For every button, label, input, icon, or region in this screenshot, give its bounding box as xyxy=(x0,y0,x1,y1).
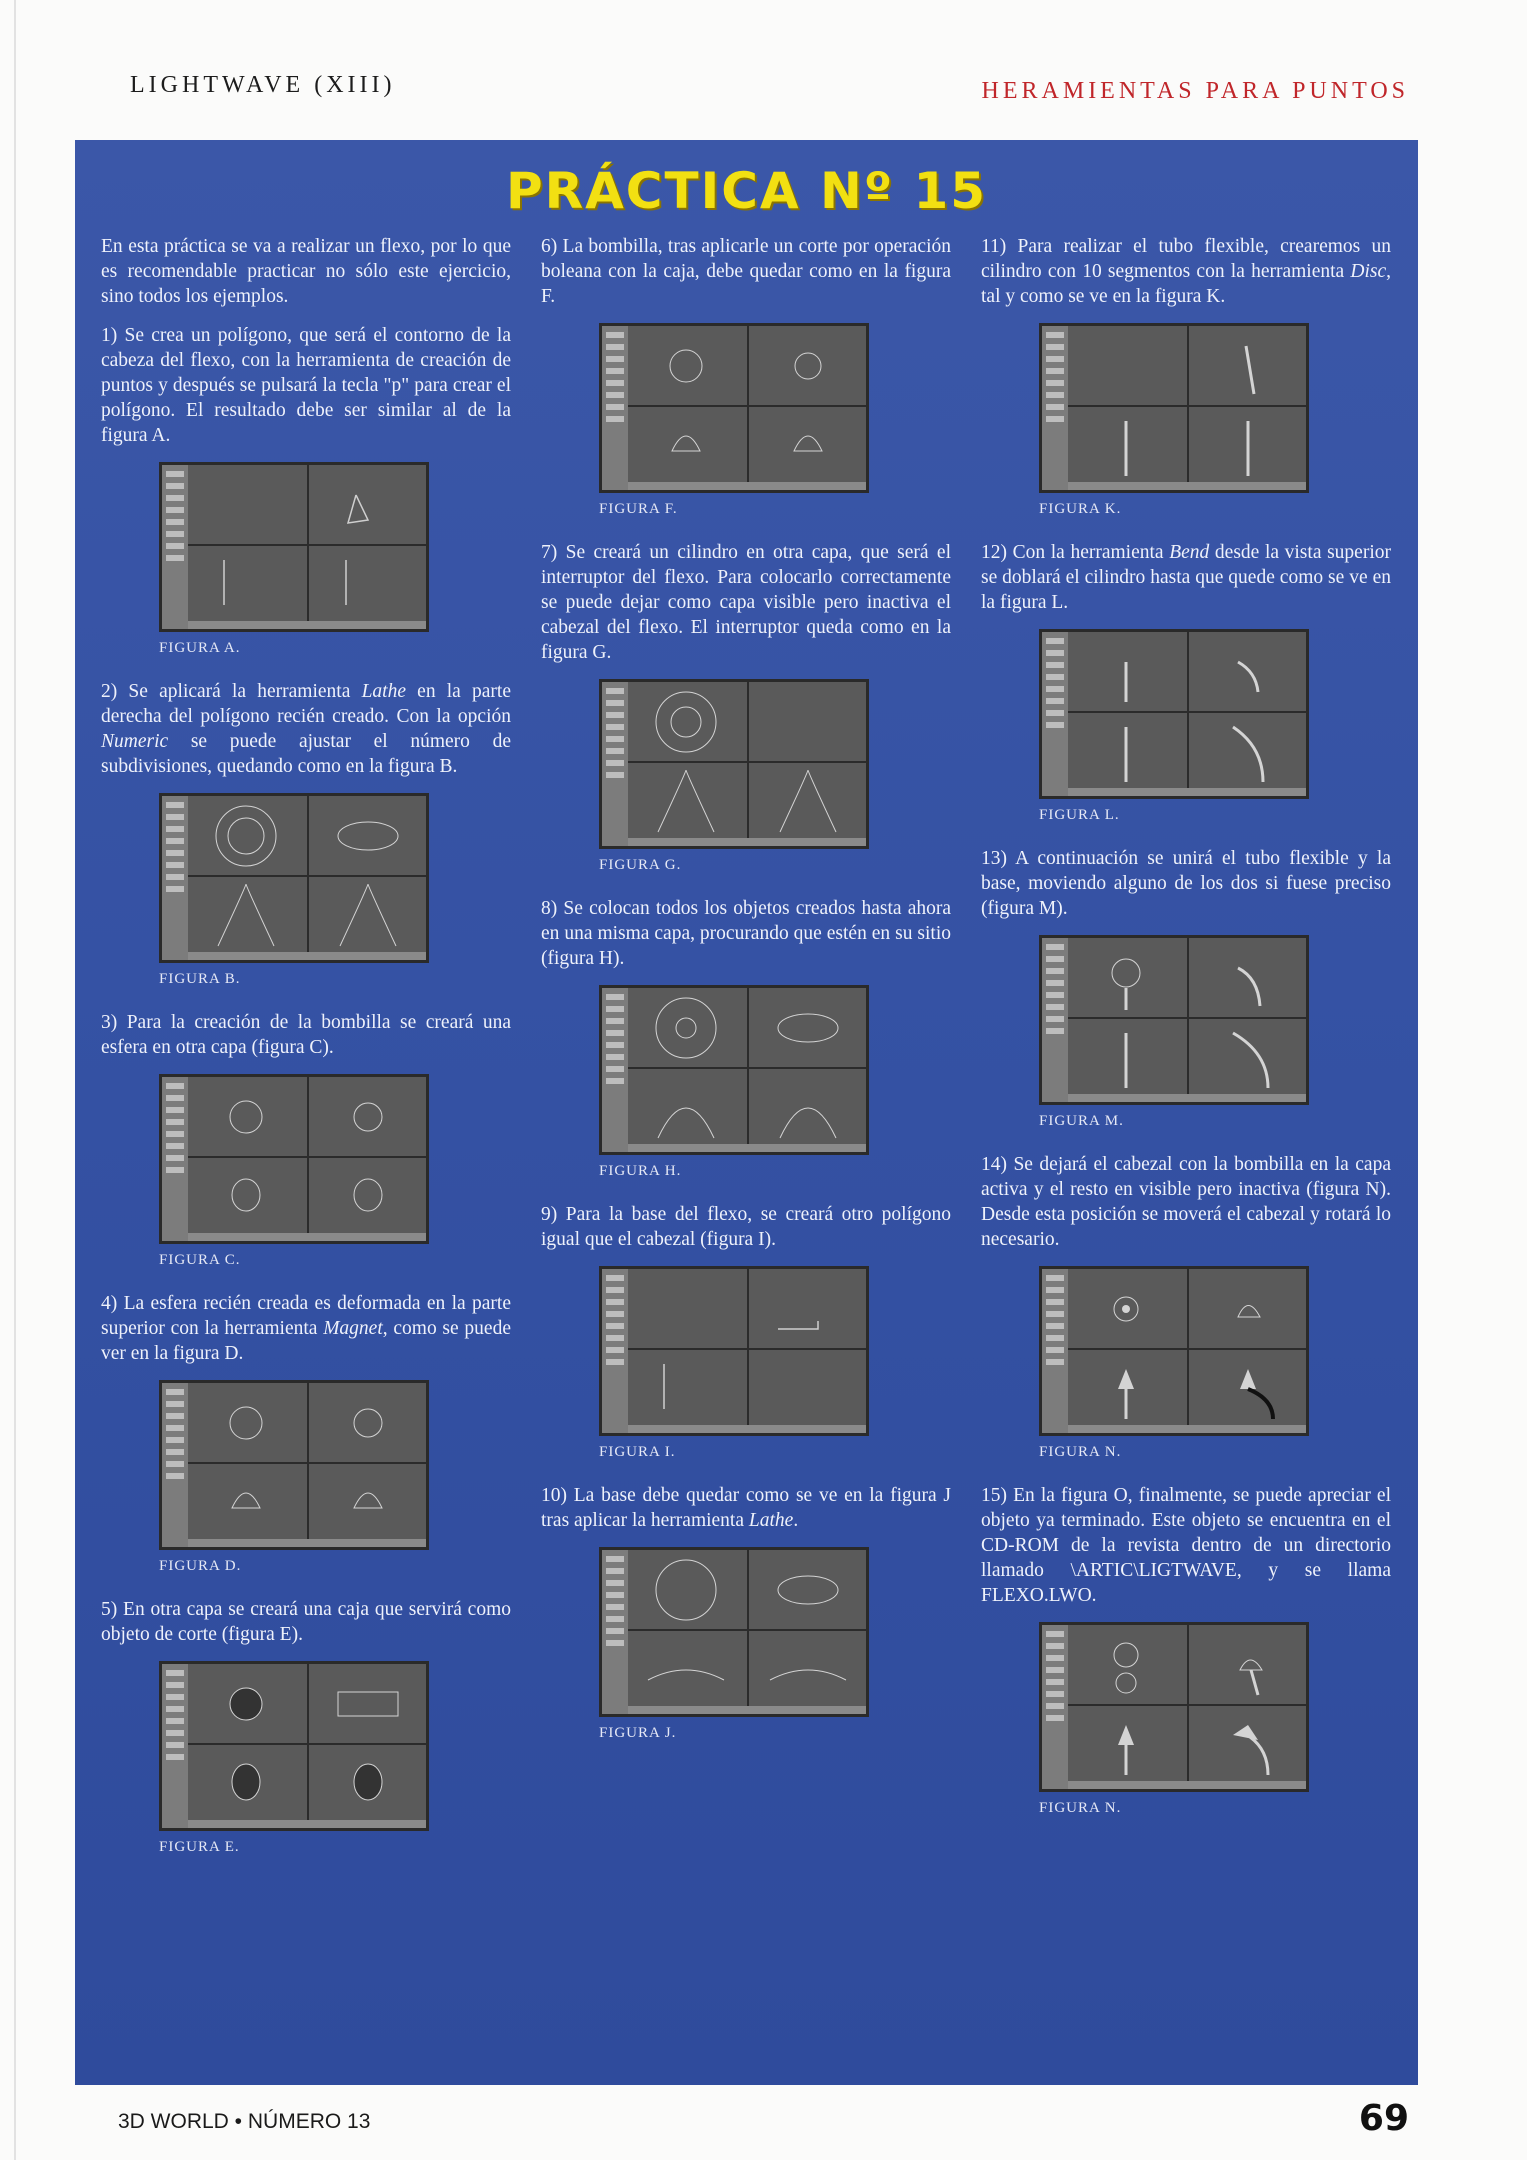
step-12: 12) Con la herramienta Bend desde la vista superior se doblará el cilindro hasta que quede como se ve en la figura L. xyxy=(981,542,1391,613)
page-number: 69 xyxy=(1358,2098,1409,2139)
toolbar-strip xyxy=(162,465,188,629)
footer-magazine: 3D WORLD • NÚMERO 13 xyxy=(118,2110,371,2133)
figure-e-screenshot xyxy=(159,1661,429,1831)
column-1 xyxy=(101,234,511,1878)
figure-j-screenshot xyxy=(599,1547,869,1717)
figure-o-screenshot xyxy=(1039,1622,1309,1792)
figure-k-screenshot xyxy=(1039,323,1309,493)
step-11: 11) Para realizar el tubo flexible, crearemos un cilindro con 10 segmentos con la herramienta Disc, tal y como se ve en la figura K. xyxy=(981,236,1391,307)
figure-l-screenshot xyxy=(1039,629,1309,799)
page-margin-line xyxy=(14,0,16,2160)
caption-figure-a: FIGURA A. xyxy=(159,640,241,656)
caption-figure-b: FIGURA B. xyxy=(159,971,241,987)
step-10: 10) La base debe quedar como se ve en la figura J tras aplicar la herramienta Lathe. xyxy=(541,1485,951,1531)
figure-a-screenshot xyxy=(159,462,429,632)
figure-b-wireframe xyxy=(188,796,432,958)
running-header-left: LIGHTWAVE (XIII) xyxy=(130,72,396,98)
step-13: 13) A continuación se unirá el tubo flexible y la base, moviendo alguno de los dos si fuese preciso (figura M). xyxy=(981,848,1391,919)
step-3: 3) Para la creación de la bombilla se creará una esfera en otra capa (figura C). xyxy=(101,1012,511,1058)
caption-figure-k: FIGURA K. xyxy=(1039,501,1122,517)
step-15: 15) En la figura O, finalmente, se puede apreciar el objeto ya terminado. Este objeto se encuentra en el CD-ROM de la revista dentro de un directorio llamado \ARTIC\LIGTWAVE, y se llama FLEXO.LWO. xyxy=(981,1485,1391,1606)
caption-figure-g: FIGURA G. xyxy=(599,857,682,873)
figure-c-screenshot xyxy=(159,1074,429,1244)
column-3 xyxy=(981,234,1391,1839)
caption-figure-j: FIGURA J. xyxy=(599,1725,677,1741)
figure-m-screenshot xyxy=(1039,935,1309,1105)
caption-figure-d: FIGURA D. xyxy=(159,1558,242,1574)
running-header-right: HERAMIENTAS PARA PUNTOS xyxy=(981,78,1409,104)
figure-a-wireframe xyxy=(188,465,432,627)
step-1: 1) Se crea un polígono, que será el contorno de la cabeza del flexo, con la herramienta de creación de puntos y después se pulsará la tecla "p" para crear el polígono. El resultado debe ser similar al de la figura A. xyxy=(101,325,511,446)
caption-figure-l: FIGURA L. xyxy=(1039,807,1120,823)
figure-d-screenshot xyxy=(159,1380,429,1550)
caption-figure-f: FIGURA F. xyxy=(599,501,678,517)
column-2 xyxy=(541,234,951,1764)
step-14: 14) Se dejará el cabezal con la bombilla en la capa activa y el resto en visible pero inactiva (figura N). Desde esta posición se moverá el cabezal y rotará lo necesario. xyxy=(981,1154,1391,1250)
caption-figure-e: FIGURA E. xyxy=(159,1839,240,1855)
figure-n-screenshot xyxy=(1039,1266,1309,1436)
step-8: 8) Se colocan todos los objetos creados hasta ahora en una misma capa, procurando que estén en su sitio (figura H). xyxy=(541,898,951,969)
caption-figure-n: FIGURA N. xyxy=(1039,1444,1122,1460)
step-2: 2) Se aplicará la herramienta Lathe en la parte derecha del polígono recién creado. Con la opción Numeric se puede ajustar el número de subdivisiones, quedando como en la figura B. xyxy=(101,681,511,777)
intro-paragraph: En esta práctica se va a realizar un flexo, por lo que es recomendable practicar no sólo este ejercicio, sino todos los ejemplos. xyxy=(101,236,511,307)
step-4: 4) La esfera recién creada es deformada en la parte superior con la herramienta Magnet, como se puede ver en la figura D. xyxy=(101,1293,511,1364)
caption-figure-m: FIGURA M. xyxy=(1039,1113,1124,1129)
step-6: 6) La bombilla, tras aplicarle un corte por operación boleana con la caja, debe quedar como en la figura F. xyxy=(541,236,951,307)
figure-b-screenshot xyxy=(159,793,429,963)
figure-g-screenshot xyxy=(599,679,869,849)
figure-i-screenshot xyxy=(599,1266,869,1436)
caption-figure-i: FIGURA I. xyxy=(599,1444,676,1460)
practice-panel xyxy=(75,140,1418,2085)
figure-h-screenshot xyxy=(599,985,869,1155)
figure-f-screenshot xyxy=(599,323,869,493)
caption-figure-h: FIGURA H. xyxy=(599,1163,682,1179)
step-9: 9) Para la base del flexo, se creará otro polígono igual que el cabezal (figura I). xyxy=(541,1204,951,1250)
caption-figure-c: FIGURA C. xyxy=(159,1252,241,1268)
practice-title: PRÁCTICA Nº 15 xyxy=(505,162,988,220)
caption-figure-o: FIGURA N. xyxy=(1039,1800,1122,1816)
step-5: 5) En otra capa se creará una caja que servirá como objeto de corte (figura E). xyxy=(101,1599,511,1645)
step-7: 7) Se creará un cilindro en otra capa, que será el interruptor del flexo. Para colocarlo correctamente se puede dejar como capa visible pero inactiva el cabezal del flexo. El interruptor queda como en la figura G. xyxy=(541,542,951,663)
